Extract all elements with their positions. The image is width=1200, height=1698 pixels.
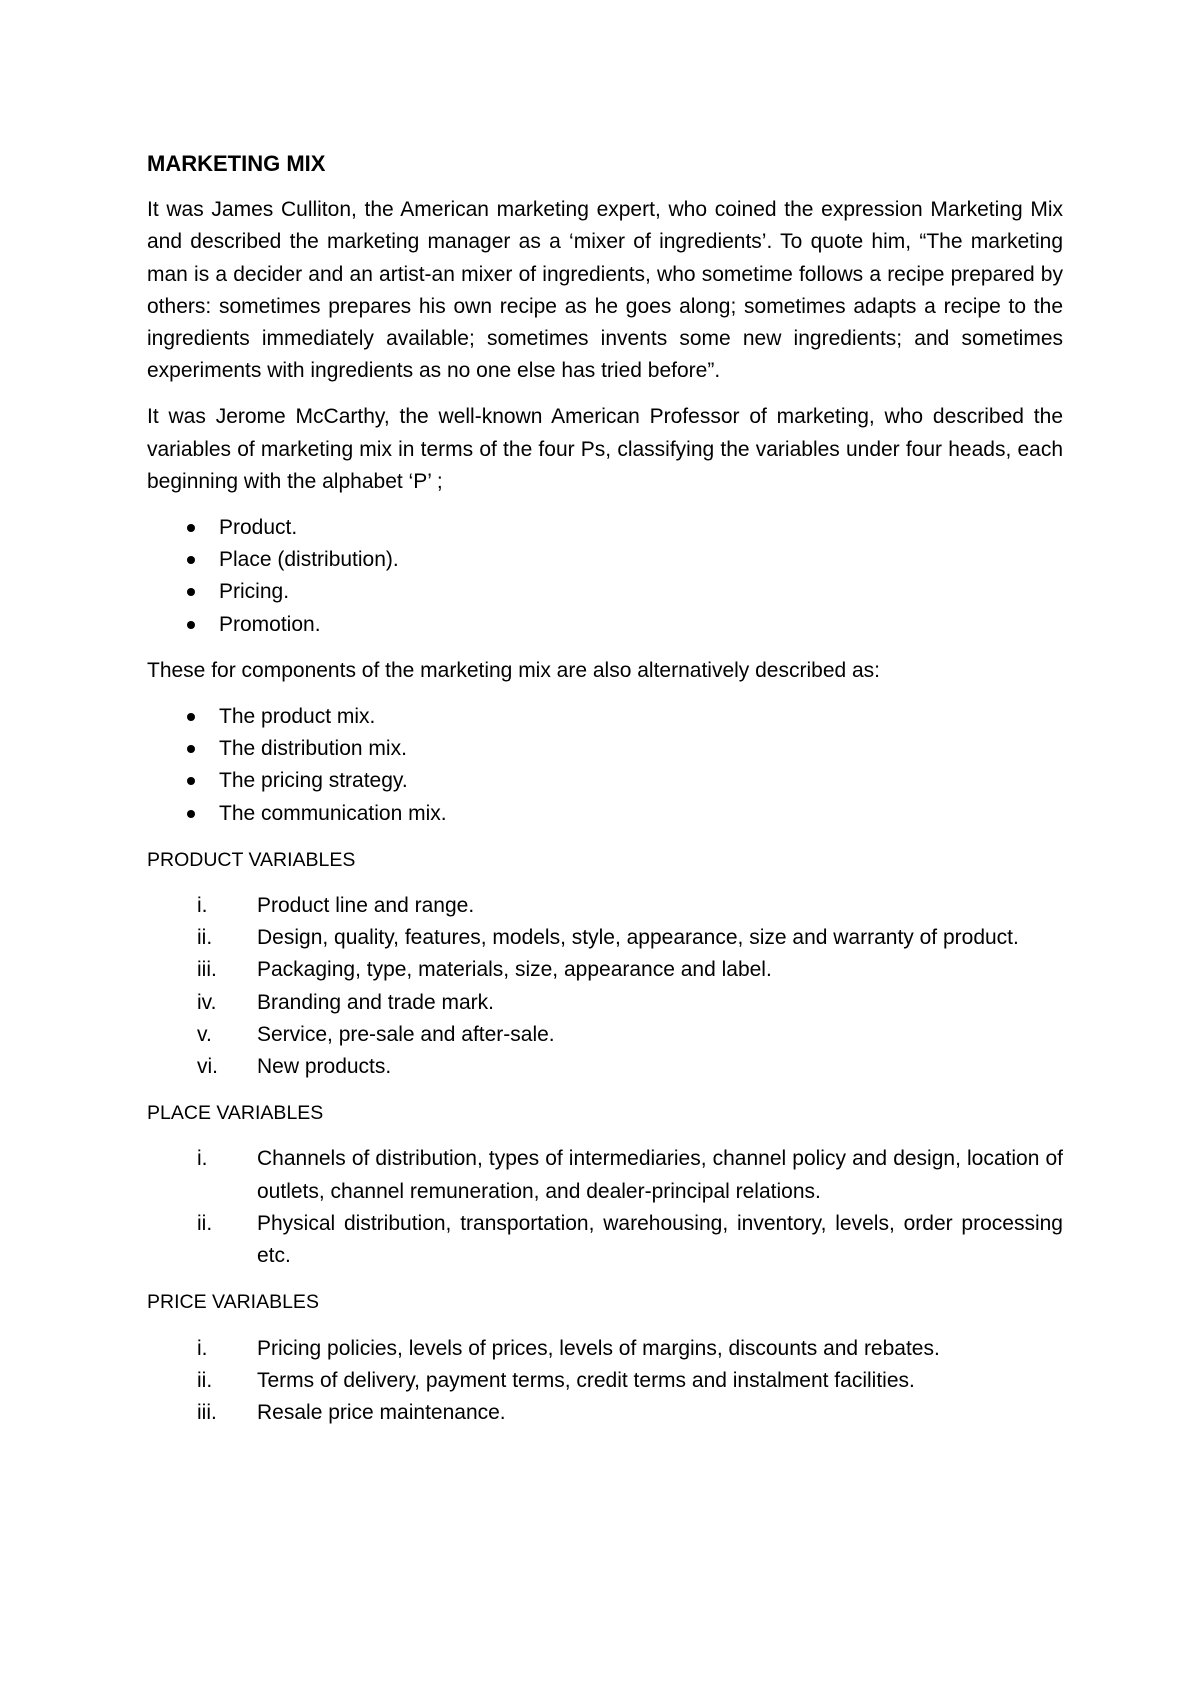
list-item-number: iii.: [197, 958, 217, 982]
four-ps-list: [147, 512, 1063, 641]
list-item-text: Promotion.: [219, 612, 321, 636]
product-variables-list: [147, 890, 1063, 1083]
list-item-text: New products.: [257, 1055, 392, 1079]
list-item: [147, 544, 1063, 576]
list-item: [147, 733, 1063, 765]
price-variables-heading: PRICE VARIABLES: [147, 1291, 319, 1314]
list-item: [147, 1143, 1063, 1207]
list-item-number: ii.: [197, 1368, 213, 1392]
place-variables-list: [147, 1143, 1063, 1272]
list-item: [147, 890, 1063, 922]
bullet-icon: [187, 777, 195, 785]
list-item-text: The product mix.: [219, 705, 376, 729]
list-item-text: Pricing policies, levels of prices, levels of margins, discounts and rebates.: [257, 1336, 940, 1360]
list-item-number: i.: [197, 1147, 208, 1171]
list-item: [147, 1333, 1063, 1365]
list-item-number: ii.: [197, 1211, 213, 1235]
list-item: [147, 576, 1063, 608]
list-item-number: iv.: [197, 990, 217, 1014]
list-item-text: Service, pre-sale and after-sale.: [257, 1022, 555, 1046]
list-item: [147, 954, 1063, 986]
bullet-icon: [187, 588, 195, 596]
list-item-text: Channels of distribution, types of intermediaries, channel policy and design, location of outlets, channel remuneration, and dealer-principal relations.: [257, 1147, 1063, 1203]
paragraph-culliton: It was James Culliton, the American marketing expert, who coined the expression Marketing Mix and described the marketing manager as a ‘mixer of ingredients’. To quote him, “The marketing man is a decider and an artist-an mixer of ingredients, who sometime follows a recipe prepared by others: sometimes prepares his own recipe as he goes along; sometimes adapts a recipe to the ingredients immediately available; sometimes invents some new ingredients; and sometimes experiments with ingredients as no one else has tried before”.: [147, 198, 1063, 383]
list-item: [147, 1051, 1063, 1083]
list-item: [147, 1397, 1063, 1429]
document-page: [147, 148, 1063, 1443]
list-item-number: vi.: [197, 1055, 218, 1079]
list-item: [147, 798, 1063, 830]
list-item: [147, 1365, 1063, 1397]
list-item: [147, 512, 1063, 544]
place-variables-heading: PLACE VARIABLES: [147, 1102, 324, 1125]
list-item-text: Pricing.: [219, 580, 290, 604]
list-item-text: Packaging, type, materials, size, appearance and label.: [257, 958, 772, 982]
bullet-icon: [187, 524, 195, 532]
list-item: [147, 701, 1063, 733]
bullet-icon: [187, 556, 195, 564]
list-item-text: The communication mix.: [219, 801, 447, 825]
product-variables-heading: PRODUCT VARIABLES: [147, 848, 356, 871]
list-item-text: The distribution mix.: [219, 737, 407, 761]
list-item-text: Terms of delivery, payment terms, credit terms and instalment facilities.: [257, 1368, 915, 1392]
list-item-text: Product line and range.: [257, 894, 475, 918]
list-item: [147, 922, 1063, 954]
paragraph-mccarthy: It was Jerome McCarthy, the well-known American Professor of marketing, who described the variables of marketing mix in terms of the four Ps, classifying the variables under four heads, each beginning with the alphabet ‘P’ ;: [147, 405, 1063, 493]
list-item-text: The pricing strategy.: [219, 769, 408, 793]
list-item-text: Resale price maintenance.: [257, 1400, 506, 1424]
list-item: [147, 609, 1063, 641]
list-item-number: ii.: [197, 926, 213, 950]
list-item-text: Physical distribution, transportation, warehousing, inventory, levels, order processing etc.: [257, 1211, 1063, 1268]
list-item-text: Product.: [219, 516, 298, 540]
document-title: MARKETING MIX: [147, 151, 326, 176]
price-variables-list: [147, 1333, 1063, 1430]
list-item: [147, 765, 1063, 797]
list-item-text: Place (distribution).: [219, 548, 399, 572]
list-item-number: v.: [197, 1022, 212, 1046]
list-item-number: i.: [197, 894, 208, 918]
components-intro: These for components of the marketing mix are also alternatively described as:: [147, 658, 881, 682]
bullet-icon: [187, 745, 195, 753]
list-item: [147, 1019, 1063, 1051]
list-item: [147, 1208, 1063, 1272]
list-item-text: Design, quality, features, models, style, appearance, size and warranty of product.: [257, 926, 1019, 950]
list-item-text: Branding and trade mark.: [257, 990, 494, 1014]
bullet-icon: [187, 810, 195, 818]
list-item-number: iii.: [197, 1400, 217, 1424]
bullet-icon: [187, 713, 195, 721]
list-item-number: i.: [197, 1336, 208, 1360]
components-list: [147, 701, 1063, 830]
bullet-icon: [187, 621, 195, 629]
list-item: [147, 987, 1063, 1019]
